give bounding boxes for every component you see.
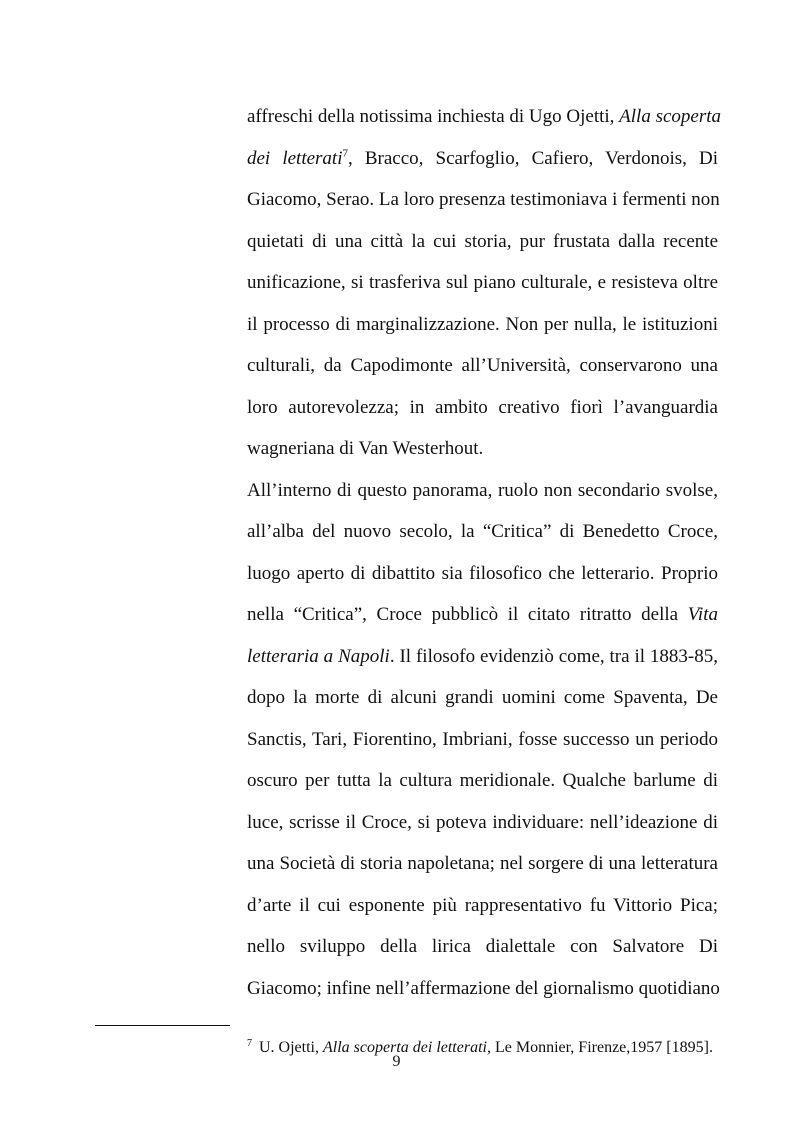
footnote-title: Alla scoperta dei letterati, bbox=[323, 1039, 491, 1056]
text-span: , Bracco, Scarfoglio, Cafiero, Verdonois, Di bbox=[348, 148, 718, 169]
text-span: . Il filosofo evidenziò come, tra il 1883-85, bbox=[389, 646, 719, 667]
text-line: wagneriana di Van Westerhout. bbox=[247, 438, 484, 459]
text-line: dopo la morte di alcuni grandi uomini come Spaventa, De bbox=[247, 687, 718, 708]
text-line: oscuro per tutta la cultura meridionale. Qualche barlume di bbox=[247, 770, 718, 791]
text-line: loro autorevolezza; in ambito creativo fiorì l’avanguardia bbox=[247, 397, 718, 418]
footnote-text: Le Monnier, Firenze,1957 [1895]. bbox=[490, 1039, 713, 1056]
text-line bbox=[247, 106, 722, 128]
text-span: nella “Critica”, Croce pubblicò il citato ritratto della bbox=[247, 604, 688, 625]
text-line: all’alba del nuovo secolo, la “Critica” di Benedetto Croce, bbox=[247, 521, 718, 542]
text-line: il processo di marginalizzazione. Non per nulla, le istituzioni bbox=[247, 314, 718, 335]
text-line bbox=[247, 148, 718, 170]
text-line: una Società di storia napoletana; nel sorgere di una letteratura bbox=[247, 853, 718, 874]
footnote-separator bbox=[95, 1025, 230, 1026]
text-line: Giacomo; infine nell’affermazione del giornalismo quotidiano bbox=[247, 978, 720, 999]
footnote-text: U. Ojetti, bbox=[259, 1039, 323, 1056]
text-line: culturali, da Capodimonte all’Università, conservarono una bbox=[247, 355, 718, 376]
text-span: affreschi della notissima inchiesta di Ugo Ojetti, bbox=[247, 106, 620, 127]
text-line: d’arte il cui esponente più rappresentativo fu Vittorio Pica; bbox=[247, 895, 718, 916]
footnote-marker: 7 bbox=[247, 1037, 252, 1049]
text-line: luogo aperto di dibattito sia filosofico che letterario. Proprio bbox=[247, 563, 718, 584]
italic-title: Vita bbox=[687, 604, 718, 625]
text-line: unificazione, si trasferiva sul piano culturale, e resisteva oltre bbox=[247, 272, 718, 293]
text-line: All’interno di questo panorama, ruolo non secondario svolse, bbox=[247, 480, 718, 501]
italic-title: Alla scoperta bbox=[619, 106, 722, 127]
text-line bbox=[247, 604, 718, 626]
italic-title: dei letterati bbox=[247, 148, 343, 169]
page-number: 9 bbox=[392, 1053, 401, 1070]
italic-title: letteraria a Napoli bbox=[247, 646, 390, 667]
footnote-reference: 7 bbox=[342, 147, 348, 160]
text-line: luce, scrisse il Croce, si poteva individuare: nell’ideazione di bbox=[247, 812, 718, 833]
text-line bbox=[247, 646, 718, 668]
text-line: nello sviluppo della lirica dialettale con Salvatore Di bbox=[247, 936, 718, 957]
text-line: Sanctis, Tari, Fiorentino, Imbriani, fosse successo un periodo bbox=[247, 729, 718, 750]
text-line: quietati di una città la cui storia, pur frustata dalla recente bbox=[247, 231, 718, 252]
text-line: Giacomo, Serao. La loro presenza testimoniava i fermenti non bbox=[247, 189, 720, 210]
